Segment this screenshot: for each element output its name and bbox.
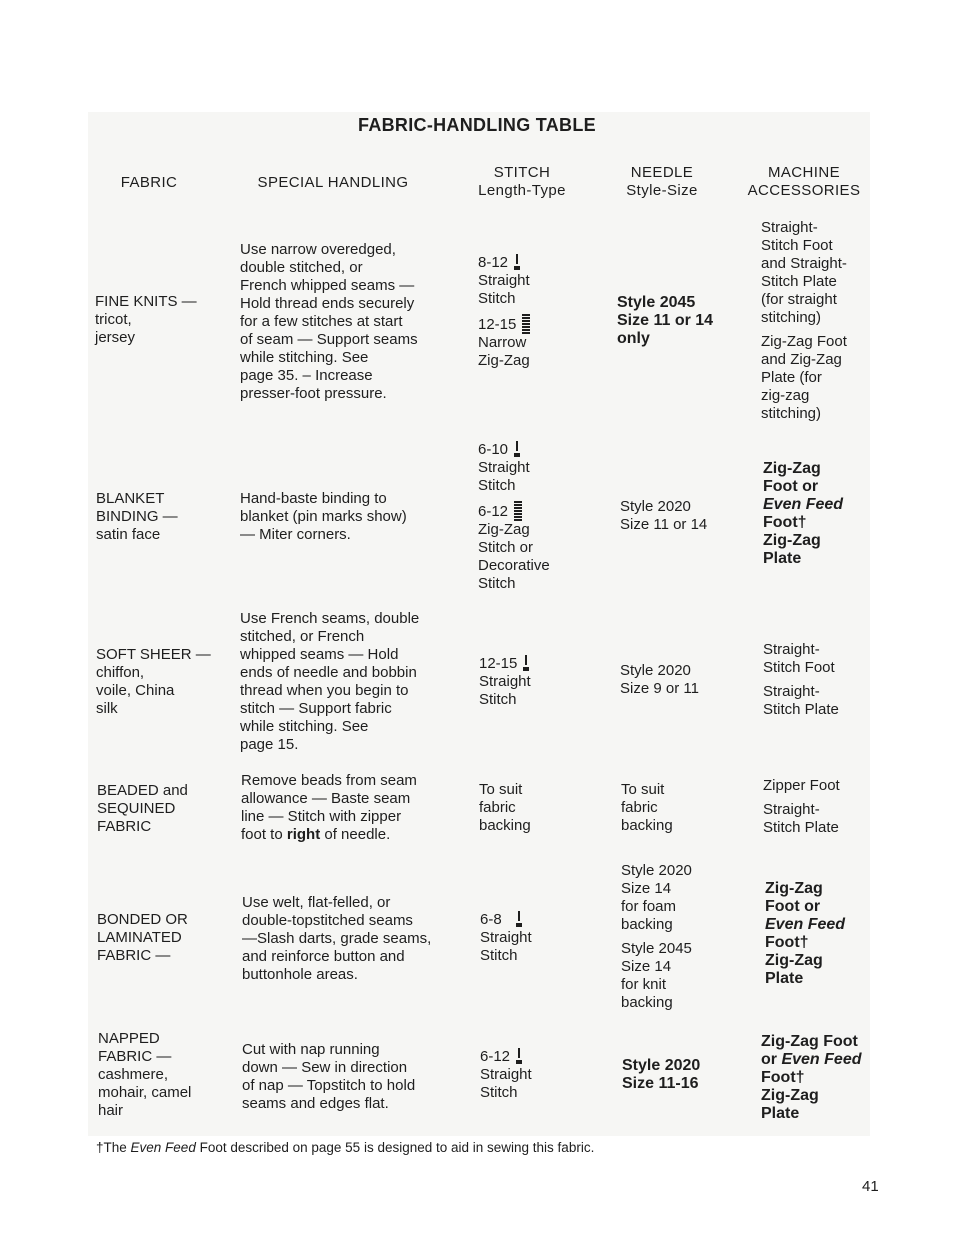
accessory-line: Plate (for <box>761 369 822 386</box>
fabric-line: tricot, <box>95 311 132 328</box>
stitch-type: Straight <box>480 929 532 946</box>
stitch-type: Stitch <box>478 575 516 592</box>
accessory-line: Even Feed <box>765 916 846 933</box>
handling-cell <box>241 772 417 844</box>
needle-cell <box>620 662 699 698</box>
accessories-cell <box>763 777 840 837</box>
stitch-type: Stitch <box>478 477 516 494</box>
needle-line: Size 11 or 14 <box>620 516 708 533</box>
needle-cell <box>622 1057 700 1093</box>
fabric-line: satin face <box>96 526 161 543</box>
accessory-line: Straight- <box>763 801 820 818</box>
accessory-line: zig-zag <box>761 387 810 404</box>
needle-line: Size 11-16 <box>622 1075 699 1092</box>
needle-line: for foam <box>621 898 677 915</box>
straight-stitch-icon <box>516 911 522 927</box>
needle-line: Size 9 or 11 <box>620 680 699 697</box>
accessory-line: Zig-Zag <box>761 1087 819 1104</box>
handling-line: of seam — Support seams <box>240 331 418 348</box>
straight-stitch-icon <box>514 441 520 457</box>
fabric-cell <box>98 1030 191 1120</box>
accessory-line: Straight- <box>763 683 820 700</box>
handling-line: Use welt, flat-felled, or <box>242 894 391 911</box>
accessory-line: Plate <box>761 1105 800 1122</box>
needle-cell <box>620 498 707 534</box>
fabric-line: FABRIC — <box>97 947 171 964</box>
needle-cell <box>617 294 713 348</box>
accessory-line: Stitch Plate <box>761 273 837 290</box>
stitch-length: 6-8 <box>480 911 502 928</box>
needle-line: backing <box>621 817 673 834</box>
handling-line: whipped seams — Hold <box>240 646 399 663</box>
stitch-cell <box>479 655 531 709</box>
zigzag-stitch-icon <box>522 314 530 334</box>
needle-line: To suit <box>621 781 665 798</box>
accessory-line <box>761 1051 861 1069</box>
handling-line: for a few stitches at start <box>240 313 403 330</box>
fabric-cell <box>95 293 197 347</box>
fabric-line: cashmere, <box>98 1066 169 1083</box>
accessory-line: stitching) <box>761 405 822 422</box>
accessories-cell <box>765 880 845 988</box>
fabric-line: BLANKET <box>96 490 165 507</box>
stitch-length: 8-12 <box>478 254 509 271</box>
handling-line: and reinforce button and <box>242 948 405 965</box>
accessory-line: Plate <box>763 550 802 567</box>
needle-line: Style 2045 <box>621 940 692 957</box>
accessory-line: Stitch Plate <box>763 701 839 718</box>
fabric-line: FABRIC <box>97 818 152 835</box>
header-machine-accessories <box>740 164 868 200</box>
fabric-line: hair <box>98 1102 124 1119</box>
fabric-line: BONDED OR <box>97 911 188 928</box>
straight-stitch-icon <box>516 1048 522 1064</box>
accessory-line: Foot or <box>763 478 819 495</box>
stitch-type: Straight <box>478 272 530 289</box>
handling-line <box>241 826 417 844</box>
handling-line: — Miter corners. <box>240 526 351 543</box>
handling-line: seams and edges flat. <box>242 1095 389 1112</box>
accessories-cell <box>761 1033 861 1123</box>
fabric-cell <box>97 911 188 965</box>
handling-line: Use narrow overedged, <box>240 241 396 258</box>
fabric-line: LAMINATED <box>97 929 182 946</box>
stitch-type: Straight <box>480 1066 532 1083</box>
accessory-line: Even Feed <box>763 496 844 513</box>
header-special-handling <box>248 174 418 192</box>
stitch-type: Stitch <box>479 691 517 708</box>
accessories-cell <box>763 641 839 719</box>
accessory-line: Foot† <box>761 1069 805 1086</box>
accessory-line: and Zig-Zag <box>761 351 842 368</box>
stitch-cell <box>479 781 531 835</box>
handling-line: while stitching. See <box>240 718 369 735</box>
stitch-cell <box>480 1048 532 1102</box>
handling-emphasis: right <box>286 826 321 843</box>
fabric-cell <box>96 646 211 718</box>
header-acc-line1: MACHINE <box>768 164 840 181</box>
stitch-type: Straight <box>478 459 530 476</box>
needle-line: backing <box>621 916 673 933</box>
needle-line: Size 11 or 14 <box>617 312 714 329</box>
accessory-line: and Straight- <box>761 255 847 272</box>
handling-line: buttonhole areas. <box>242 966 358 983</box>
handling-line: double-topstitched seams <box>242 912 413 929</box>
handling-line: French whipped seams — <box>240 277 415 294</box>
stitch-length: 12-15 <box>478 316 517 333</box>
stitch-type: Stitch <box>478 290 516 307</box>
stitch-type: Stitch or <box>478 539 534 556</box>
accessory-line: Foot† <box>765 934 809 951</box>
handling-cell <box>240 490 407 544</box>
fabric-line: BEADED and <box>97 782 188 799</box>
accessories-cell <box>761 219 847 423</box>
fabric-line: FINE KNITS — <box>95 293 197 310</box>
accessory-line: Foot† <box>763 514 807 531</box>
stitch-type: Zig-Zag <box>478 521 530 538</box>
stitch-length: 6-12 <box>480 1048 511 1065</box>
accessory-line: Zig-Zag <box>763 532 821 549</box>
fabric-line: SOFT SHEER — <box>96 646 211 663</box>
handling-cell <box>242 894 431 984</box>
handling-cell <box>240 241 418 403</box>
accessory-line: stitching) <box>761 309 822 326</box>
handling-line: presser-foot pressure. <box>240 385 387 402</box>
needle-line: for knit <box>621 976 667 993</box>
needle-line: Style 2020 <box>620 498 691 515</box>
handling-line: allowance — Baste seam <box>241 790 411 807</box>
header-handling-label: SPECIAL HANDLING <box>257 174 409 191</box>
stitch-cell <box>478 254 530 370</box>
fabric-line: BINDING — <box>96 508 178 525</box>
handling-line: stitched, or French <box>240 628 365 645</box>
stitch-type: Stitch <box>480 947 518 964</box>
header-fabric-label: FABRIC <box>120 174 178 191</box>
handling-line: blanket (pin marks show) <box>240 508 407 525</box>
needle-line: Style 2045 <box>617 294 696 311</box>
needle-line: Style 2020 <box>620 662 691 679</box>
stitch-length: 6-12 <box>478 503 509 520</box>
handling-line: Hold thread ends securely <box>240 295 415 312</box>
fabric-line: voile, China <box>96 682 175 699</box>
needle-line: Style 2020 <box>621 862 692 879</box>
header-stitch <box>466 164 578 200</box>
stitch-type: Straight <box>479 673 531 690</box>
stitch-type: backing <box>479 817 531 834</box>
fabric-line: NAPPED <box>98 1030 160 1047</box>
straight-stitch-icon <box>514 254 520 270</box>
accessory-line: Stitch Plate <box>763 819 839 836</box>
handling-line: down — Sew in direction <box>242 1059 408 1076</box>
stitch-length: 6-10 <box>478 441 509 458</box>
header-needle <box>612 164 712 200</box>
accessory-line: Foot or <box>765 898 821 915</box>
fabric-line: SEQUINED <box>97 800 176 817</box>
fabric-line: mohair, camel <box>98 1084 192 1101</box>
needle-cell <box>621 781 673 835</box>
stitch-type: Zig-Zag <box>478 352 530 369</box>
needle-line: only <box>617 330 650 347</box>
handling-line: Cut with nap running <box>242 1041 380 1058</box>
stitch-type: Narrow <box>478 334 527 351</box>
header-needle-line2: Style-Size <box>626 182 698 199</box>
handling-line: stitch — Support fabric <box>240 700 392 717</box>
accessory-line: Plate <box>765 970 804 987</box>
accessory-line: Straight- <box>761 219 818 236</box>
zigzag-stitch-icon <box>514 501 522 521</box>
handling-text: foot to <box>241 826 287 843</box>
stitch-type: To suit <box>479 781 523 798</box>
accessories-cell <box>763 460 843 568</box>
needle-line: backing <box>621 994 673 1011</box>
accessory-line: Zig-Zag <box>763 460 821 477</box>
stitch-cell <box>480 911 532 965</box>
handling-line: Remove beads from seam <box>241 772 417 789</box>
handling-line: thread when you begin to <box>240 682 409 699</box>
accessory-line: Straight- <box>763 641 820 658</box>
header-needle-line1: NEEDLE <box>630 164 694 181</box>
fabric-cell <box>97 782 188 836</box>
fabric-line: jersey <box>95 329 136 346</box>
page-number: 41 <box>862 1178 879 1195</box>
handling-text: of needle. <box>320 826 391 843</box>
accessory-line: Zig-Zag <box>765 952 823 969</box>
accessory-line: Stitch Foot <box>763 659 835 676</box>
handling-cell <box>240 610 419 754</box>
handling-line: of nap — Topstitch to hold <box>242 1077 416 1094</box>
handling-line: double stitched, or <box>240 259 363 276</box>
needle-line: Size 14 <box>621 958 672 975</box>
header-stitch-line2: Length-Type <box>478 182 566 199</box>
accessory-line: Zig-Zag Foot <box>761 333 847 350</box>
stitch-type: fabric <box>479 799 516 816</box>
handling-line: page 35. – Increase <box>240 367 373 384</box>
needle-cell <box>621 862 692 1012</box>
handling-line: Hand-baste binding to <box>240 490 387 507</box>
fabric-line: silk <box>96 700 118 717</box>
needle-line: Style 2020 <box>622 1057 701 1074</box>
fabric-line: FABRIC — <box>98 1048 172 1065</box>
handling-line: Use French seams, double <box>240 610 420 627</box>
footnote <box>96 1139 594 1157</box>
accessory-text: or <box>761 1051 782 1068</box>
handling-line: page 15. <box>240 736 299 753</box>
handling-line: —Slash darts, grade seams, <box>242 930 432 947</box>
accessory-line: Zig-Zag <box>765 880 823 897</box>
stitch-length: 12-15 <box>479 655 518 672</box>
footnote-text: †The <box>96 1140 131 1155</box>
header-fabric <box>108 174 190 192</box>
page-title: FABRIC-HANDLING TABLE <box>358 115 596 135</box>
footnote-text: Foot described on page 55 is designed to aid in sewing this fabric. <box>195 1140 595 1155</box>
needle-line: fabric <box>621 799 658 816</box>
stitch-cell <box>478 441 550 593</box>
accessory-line: (for straight <box>761 291 837 308</box>
accessory-line: Zipper Foot <box>763 777 840 794</box>
handling-cell <box>242 1041 415 1113</box>
stitch-type: Stitch <box>480 1084 518 1101</box>
fabric-line: chiffon, <box>96 664 145 681</box>
fabric-cell <box>96 490 178 544</box>
straight-stitch-icon <box>523 655 529 671</box>
accessory-line: Stitch Foot <box>761 237 833 254</box>
header-stitch-line1: STITCH <box>493 164 551 181</box>
accessory-line: Zig-Zag Foot <box>761 1033 858 1050</box>
needle-line: Size 14 <box>621 880 672 897</box>
handling-line: line — Stitch with zipper <box>241 808 402 825</box>
stitch-type: Decorative <box>478 557 550 574</box>
header-acc-line2: ACCESSORIES <box>747 182 861 199</box>
accessory-emphasis: Even Feed <box>781 1051 862 1068</box>
handling-line: while stitching. See <box>240 349 369 366</box>
footnote-emphasis: Even Feed <box>130 1140 196 1155</box>
handling-line: ends of needle and bobbin <box>240 664 417 681</box>
